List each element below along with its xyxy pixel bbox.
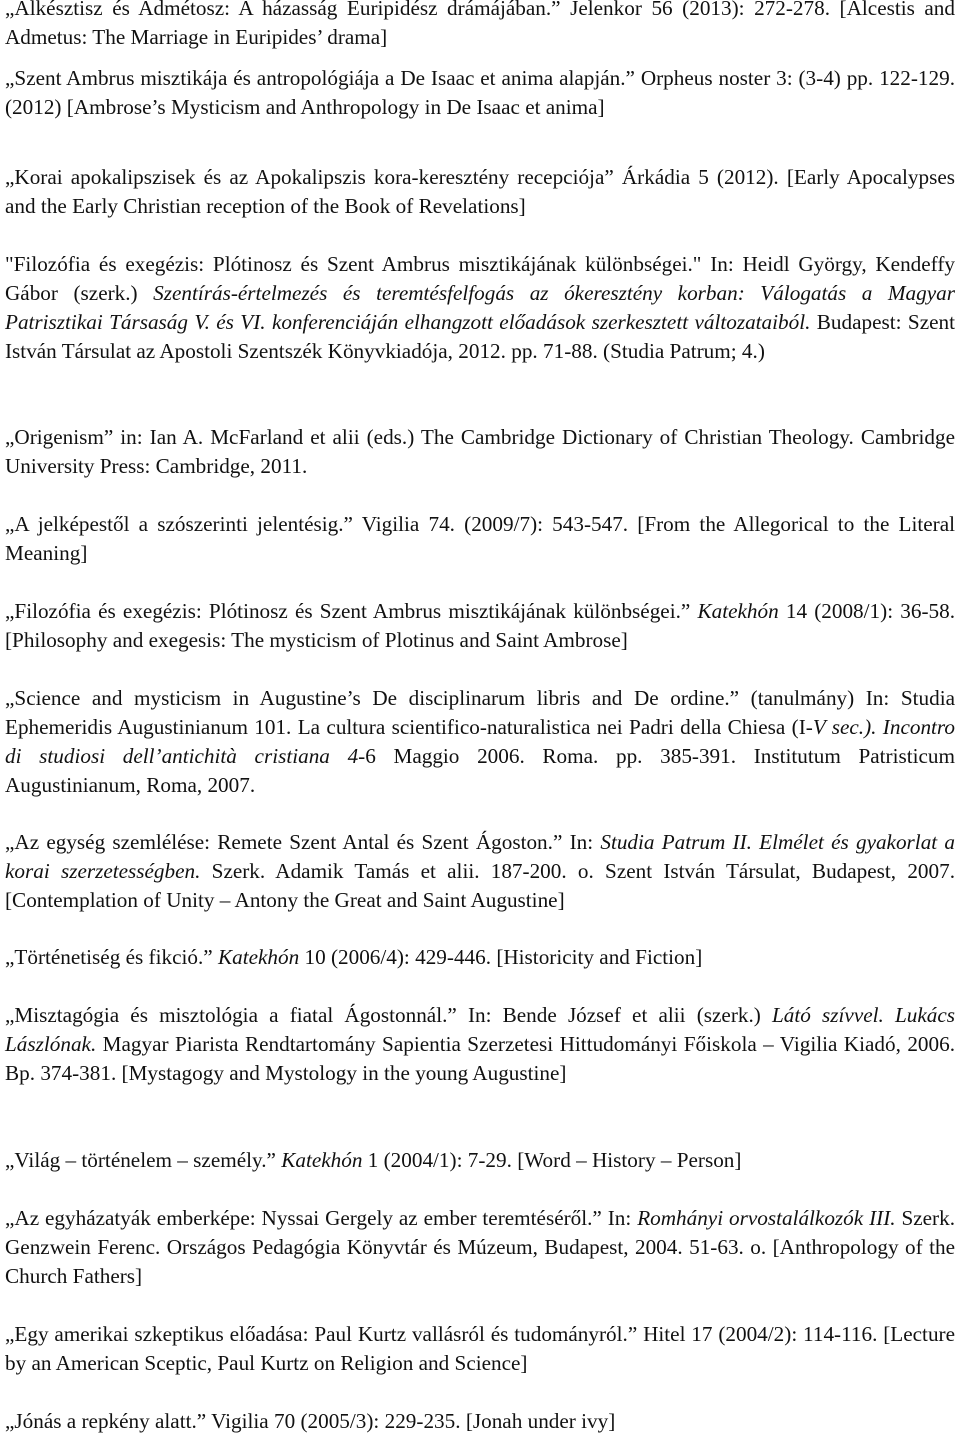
entry-italic-text: Látó szívvel. Lukács Lászlónak.: [5, 1003, 955, 1056]
entry-text: 1 (2004/1): 7-29. [Word – History – Person]: [362, 1148, 742, 1172]
bibliography-entry: [5, 1001, 955, 1088]
entry-text: „Misztagógia és misztológia a fiatal Ágostonnál.” In: Bende József et alii (szerk.): [5, 1003, 773, 1027]
entry-text: Szerk. Adamik Tamás et alii. 187-200. o. Szent István Társulat, Budapest, 2007. [Contemplation of Unity – Antony the Great and Saint Augustine]: [5, 859, 955, 912]
entry-italic-text: V sec.). Incontro di studiosi dell’antichità cristiana 4: [5, 715, 955, 768]
bibliography-entry: [5, 597, 955, 655]
entry-italic-text: Romhányi orvostalálkozók III.: [637, 1206, 896, 1230]
bibliography-entry: [5, 1320, 955, 1378]
bibliography-entry: [5, 250, 955, 366]
bibliography-entry: [5, 0, 955, 52]
entry-text: „Korai apokalipszisek és az Apokalipszis kora-keresztény recepciója” Árkádia 5 (2012). [Early Apocalypses and the Early Christian reception of the Book of Revelations]: [5, 165, 955, 218]
bibliography-entry: [5, 684, 955, 800]
bibliography-entry: [5, 64, 955, 122]
entry-text: „Origenism” in: Ian A. McFarland et alii (eds.) The Cambridge Dictionary of Christian Theology. Cambridge University Press: Cambridge, 2011.: [5, 425, 955, 478]
bibliography-entry: [5, 423, 955, 481]
entry-text: „Egy amerikai szkeptikus előadása: Paul Kurtz vallásról és tudományról.” Hitel 17 (2004/2): 114-116. [Lecture by an American Sceptic, Paul Kurtz on Religion and Science]: [5, 1322, 955, 1375]
entry-text: Budapest: Szent István Társulat az Apostoli Szentszék Könyvkiadója, 2012. pp. 71-88. (Studia Patrum; 4.): [5, 310, 955, 363]
entry-text: „Világ – történelem – személy.”: [5, 1148, 282, 1172]
entry-italic-text: Szentírás-értelmezés és teremtésfelfogás az ókeresztény korban: Válogatás a Magyar Patrisztikai Társaság V. és VI. konferenciáján elhangzott előadások szerkesztett változataiból.: [5, 281, 955, 334]
entry-italic-text: Katekhón: [697, 599, 779, 623]
entry-text: „Az egység szemlélése: Remete Szent Antal és Szent Ágoston.” In:: [5, 830, 601, 854]
entry-text: „Szent Ambrus misztikája és antropológiája a De Isaac et anima alapján.” Orpheus noster 3: (3-4) pp. 122-129. (2012) [Ambrose’s Mysticism and Anthropology in De Isaac et anima]: [5, 66, 955, 119]
entry-text: „Történetiség és fikció.”: [5, 945, 218, 969]
bibliography-entry: [5, 1204, 955, 1291]
bibliography-entry: [5, 943, 955, 972]
bibliography-entry: [5, 163, 955, 221]
entry-text: -6 Maggio 2006. Roma. pp. 385-391. Institutum Patristicum Augustinianum, Roma, 2007.: [5, 744, 955, 797]
entry-text: „Jónás a repkény alatt.” Vigilia 70 (2005/3): 229-235. [Jonah under ivy]: [5, 1409, 616, 1433]
entry-text: 14 (2008/1): 36-58. [Philosophy and exegesis: The mysticism of Plotinus and Saint Ambrose]: [5, 599, 955, 652]
entry-text: „Filozófia és exegézis: Plótinosz és Szent Ambrus misztikájának különbségei.”: [5, 599, 698, 623]
entry-text: „Alkésztisz és Admétosz: A házasság Euripidész drámájában.” Jelenkor 56 (2013): 272-278. [Alcestis and Admetus: The Marriage in Euripides’ drama]: [5, 0, 955, 49]
bibliography-entry: [5, 828, 955, 915]
entry-italic-text: Katekhón: [281, 1148, 363, 1172]
entry-text: Magyar Piarista Rendtartomány Sapientia Szerzetesi Hittudományi Főiskola – Vigilia Kiadó, 2006. Bp. 374-381. [Mystagogy and Mystology in the young Augustine]: [5, 1032, 955, 1085]
entry-text: 10 (2006/4): 429-446. [Historicity and Fiction]: [299, 945, 703, 969]
entry-text: „Science and mysticism in Augustine’s De disciplinarum libris and De ordine.” (tanulmány) In: Studia Ephemeridis Augustinianum 101. La cultura scientifico-naturalistica nei Padri della Chiesa (I-: [5, 686, 955, 739]
bibliography-entry: [5, 510, 955, 568]
entry-text: Szerk. Genzwein Ferenc. Országos Pedagógia Könyvtár és Múzeum, Budapest, 2004. 51-63. o. [Anthropology of the Church Fathers]: [5, 1206, 955, 1288]
entry-italic-text: Studia Patrum II. Elmélet és gyakorlat a korai szerzetességben.: [5, 830, 955, 883]
entry-text: „Az egyházatyák emberképe: Nyssai Gergely az ember teremtéséről.” In:: [5, 1206, 638, 1230]
bibliography-entry: [5, 1407, 955, 1436]
entry-text: „A jelképestől a szószerinti jelentésig.” Vigilia 74. (2009/7): 543-547. [From the Allegorical to the Literal Meaning]: [5, 512, 955, 565]
entry-text: "Filozófia és exegézis: Plótinosz és Szent Ambrus misztikájának különbségei." In: Heidl György, Kendeffy Gábor (szerk.): [5, 252, 955, 305]
bibliography-entry: [5, 1146, 955, 1175]
entry-italic-text: Katekhón: [217, 945, 300, 969]
